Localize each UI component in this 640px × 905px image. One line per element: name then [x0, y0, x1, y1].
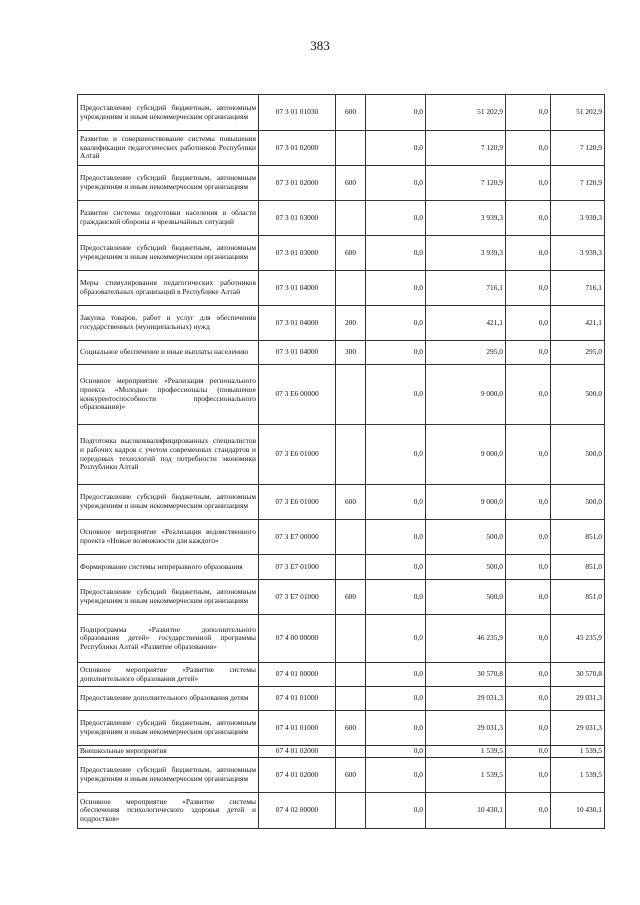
row-name: Предоставление субсидий бюджетным, автономным учреждениям и иным некоммерческим организациям [78, 580, 259, 615]
row-value-3: 0,0 [506, 793, 551, 829]
row-name: Предоставление дополнительного образования детям [78, 687, 259, 711]
table-row [78, 131, 605, 166]
row-value-4: 716,1 [551, 271, 605, 306]
row-expense-type [336, 520, 366, 555]
row-value-3: 0,0 [506, 520, 551, 555]
row-value-1: 0,0 [366, 306, 426, 341]
row-value-2: 9 000,0 [426, 365, 506, 425]
table-row [78, 306, 605, 341]
table-row [78, 236, 605, 271]
row-value-2: 46 235,9 [426, 615, 506, 663]
row-name: Подготовка высококвалифицированных специалистов и рабочих кадров с учетом современных стандартов и передовых технологий под потребности экономики Республики Алтай [78, 425, 259, 485]
row-value-2: 421,1 [426, 306, 506, 341]
row-value-1: 0,0 [366, 485, 426, 520]
row-name: Формирование системы непрерывного образования [78, 555, 259, 580]
row-value-2: 29 031,3 [426, 687, 506, 711]
row-expense-type [336, 271, 366, 306]
row-value-4: 51 202,9 [551, 95, 605, 131]
row-expense-type: 600 [336, 236, 366, 271]
row-value-1: 0,0 [366, 201, 426, 236]
row-code: 07 4 01 02000 [259, 746, 336, 758]
table-row [78, 341, 605, 365]
row-code: 07 3 01 01030 [259, 95, 336, 131]
page-number: 383 [310, 38, 330, 53]
row-expense-type [336, 131, 366, 166]
row-value-2: 3 939,3 [426, 236, 506, 271]
row-value-1: 0,0 [366, 711, 426, 746]
table-row [78, 793, 605, 829]
row-value-3: 0,0 [506, 615, 551, 663]
table-row [78, 687, 605, 711]
row-value-4: 7 120,9 [551, 131, 605, 166]
row-value-3: 0,0 [506, 758, 551, 793]
table-row [78, 555, 605, 580]
budget-table [77, 94, 605, 829]
row-value-3: 0,0 [506, 166, 551, 201]
row-value-1: 0,0 [366, 271, 426, 306]
row-value-4: 29 031,3 [551, 711, 605, 746]
row-code: 07 4 02 00000 [259, 793, 336, 829]
row-name: Предоставление субсидий бюджетным, автономным учреждениям и иным некоммерческим организациям [78, 711, 259, 746]
row-value-4: 3 939,3 [551, 236, 605, 271]
row-value-4: 421,1 [551, 306, 605, 341]
row-name: Внешкольные мероприятия [78, 746, 259, 758]
row-name: Закупка товаров, работ и услуг для обеспечения государственных (муниципальных) нужд [78, 306, 259, 341]
row-value-1: 0,0 [366, 758, 426, 793]
row-value-4: 30 570,8 [551, 663, 605, 687]
row-value-2: 7 120,9 [426, 131, 506, 166]
table-row [78, 663, 605, 687]
table-row [78, 201, 605, 236]
row-value-1: 0,0 [366, 425, 426, 485]
row-value-4: 295,0 [551, 341, 605, 365]
row-value-1: 0,0 [366, 793, 426, 829]
table-row [78, 711, 605, 746]
row-code: 07 3 01 03000 [259, 201, 336, 236]
row-value-2: 500,0 [426, 555, 506, 580]
row-code: 07 3 01 03000 [259, 236, 336, 271]
row-code: 07 3 01 04000 [259, 271, 336, 306]
row-value-1: 0,0 [366, 95, 426, 131]
row-value-4: 500,0 [551, 485, 605, 520]
row-code: 07 3 01 02000 [259, 131, 336, 166]
row-value-1: 0,0 [366, 615, 426, 663]
table-row [78, 580, 605, 615]
row-value-2: 10 430,1 [426, 793, 506, 829]
table-row [78, 746, 605, 758]
table-row [78, 425, 605, 485]
row-expense-type: 600 [336, 485, 366, 520]
row-expense-type: 600 [336, 166, 366, 201]
row-name: Меры стимулирования педагогических работников образовательных организаций в Республике Алтай [78, 271, 259, 306]
row-code: 07 4 01 01000 [259, 711, 336, 746]
row-code: 07 3 E6 00000 [259, 365, 336, 425]
row-value-3: 0,0 [506, 365, 551, 425]
row-expense-type [336, 425, 366, 485]
row-code: 07 3 E7 01000 [259, 580, 336, 615]
row-value-3: 0,0 [506, 425, 551, 485]
row-expense-type [336, 365, 366, 425]
row-value-4: 500,0 [551, 425, 605, 485]
row-value-1: 0,0 [366, 131, 426, 166]
row-code: 07 4 01 02000 [259, 758, 336, 793]
row-expense-type: 200 [336, 306, 366, 341]
table-row [78, 365, 605, 425]
row-value-4: 851,0 [551, 580, 605, 615]
row-expense-type [336, 615, 366, 663]
row-value-3: 0,0 [506, 687, 551, 711]
table-row [78, 95, 605, 131]
row-code: 07 3 01 04000 [259, 341, 336, 365]
row-expense-type [336, 793, 366, 829]
row-value-3: 0,0 [506, 663, 551, 687]
row-value-2: 51 202,9 [426, 95, 506, 131]
row-value-3: 0,0 [506, 306, 551, 341]
row-name: Предоставление субсидий бюджетным, автономным учреждениям и иным некоммерческим организациям [78, 758, 259, 793]
row-value-2: 9 000,0 [426, 425, 506, 485]
row-expense-type: 300 [336, 341, 366, 365]
row-value-3: 0,0 [506, 271, 551, 306]
row-value-2: 500,0 [426, 520, 506, 555]
row-expense-type: 600 [336, 758, 366, 793]
row-value-4: 10 430,1 [551, 793, 605, 829]
row-name: Основное мероприятие «Реализация регионального проекта «Молодые профессионалы (повышение конкурентоспособности профессионального образования)» [78, 365, 259, 425]
row-value-4: 851,0 [551, 555, 605, 580]
row-expense-type [336, 746, 366, 758]
row-value-1: 0,0 [366, 236, 426, 271]
row-value-1: 0,0 [366, 663, 426, 687]
row-value-3: 0,0 [506, 131, 551, 166]
row-expense-type [336, 663, 366, 687]
row-code: 07 3 E6 01000 [259, 485, 336, 520]
row-value-4: 7 120,9 [551, 166, 605, 201]
row-value-1: 0,0 [366, 166, 426, 201]
row-value-3: 0,0 [506, 711, 551, 746]
row-value-1: 0,0 [366, 746, 426, 758]
row-code: 07 3 E7 01000 [259, 555, 336, 580]
row-code: 07 3 01 02000 [259, 166, 336, 201]
row-code: 07 3 E6 01000 [259, 425, 336, 485]
row-value-4: 1 539,5 [551, 758, 605, 793]
row-value-2: 500,0 [426, 580, 506, 615]
row-value-4: 851,0 [551, 520, 605, 555]
row-value-3: 0,0 [506, 746, 551, 758]
row-expense-type: 600 [336, 95, 366, 131]
row-value-2: 7 120,9 [426, 166, 506, 201]
row-value-2: 3 939,3 [426, 201, 506, 236]
row-name: Предоставление субсидий бюджетным, автономным учреждениям и иным некоммерческим организациям [78, 166, 259, 201]
table-row [78, 166, 605, 201]
row-expense-type: 600 [336, 580, 366, 615]
table-row [78, 485, 605, 520]
row-value-2: 716,1 [426, 271, 506, 306]
row-value-3: 0,0 [506, 580, 551, 615]
row-value-4: 1 539,5 [551, 746, 605, 758]
row-code: 07 4 00 00000 [259, 615, 336, 663]
row-value-1: 0,0 [366, 580, 426, 615]
row-value-1: 0,0 [366, 341, 426, 365]
row-value-2: 9 000,0 [426, 485, 506, 520]
table-row [78, 520, 605, 555]
row-value-4: 500,0 [551, 365, 605, 425]
row-name: Предоставление субсидий бюджетным, автономным учреждениям и иным некоммерческим организациям [78, 485, 259, 520]
row-value-3: 0,0 [506, 236, 551, 271]
row-value-3: 0,0 [506, 95, 551, 131]
row-code: 07 4 01 00000 [259, 663, 336, 687]
row-expense-type [336, 687, 366, 711]
row-value-3: 0,0 [506, 341, 551, 365]
row-name: Социальное обеспечение и иные выплаты населению [78, 341, 259, 365]
row-value-1: 0,0 [366, 687, 426, 711]
row-value-2: 29 031,3 [426, 711, 506, 746]
row-value-1: 0,0 [366, 520, 426, 555]
row-code: 07 4 01 01000 [259, 687, 336, 711]
row-value-2: 30 570,8 [426, 663, 506, 687]
row-name: Развитие системы подготовки населения в области гражданской обороны и чрезвычайных ситуаций [78, 201, 259, 236]
row-expense-type: 600 [336, 711, 366, 746]
row-name: Основное мероприятие «Развитие системы дополнительного образования детей» [78, 663, 259, 687]
row-name: Предоставление субсидий бюджетным, автономным учреждениям и иным некоммерческим организациям [78, 236, 259, 271]
row-value-3: 0,0 [506, 485, 551, 520]
row-value-2: 295,0 [426, 341, 506, 365]
row-value-2: 1 539,5 [426, 746, 506, 758]
row-name: Основное мероприятие «Реализация ведомственного проекта «Новые возможности для каждого» [78, 520, 259, 555]
row-code: 07 3 E7 00000 [259, 520, 336, 555]
row-value-3: 0,0 [506, 201, 551, 236]
row-value-4: 45 235,9 [551, 615, 605, 663]
row-value-1: 0,0 [366, 365, 426, 425]
row-value-4: 3 939,3 [551, 201, 605, 236]
row-code: 07 3 01 04000 [259, 306, 336, 341]
row-name: Предоставление субсидий бюджетным, автономным учреждениям и иным некоммерческим организациям [78, 95, 259, 131]
row-value-1: 0,0 [366, 555, 426, 580]
row-expense-type [336, 555, 366, 580]
row-value-2: 1 539,5 [426, 758, 506, 793]
table-row [78, 271, 605, 306]
row-name: Основное мероприятие «Развитие системы обеспечения психологического здоровья детей и подростков» [78, 793, 259, 829]
row-expense-type [336, 201, 366, 236]
row-value-3: 0,0 [506, 555, 551, 580]
table-row [78, 615, 605, 663]
row-name: Подпрограмма «Развитие дополнительного образования детей» государственной программы Республики Алтай «Развитие образования» [78, 615, 259, 663]
table-row [78, 758, 605, 793]
row-value-4: 29 031,3 [551, 687, 605, 711]
row-name: Развитие и совершенствование системы повышения квалификации педагогических работников Республики Алтай [78, 131, 259, 166]
